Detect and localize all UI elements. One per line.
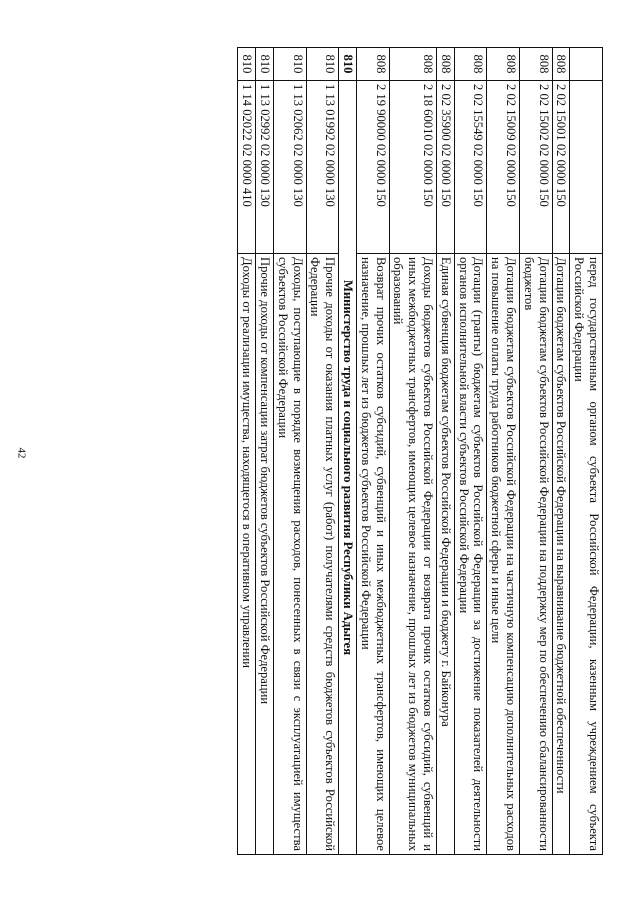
kbk-code-cell: 2 02 15009 02 0000 150 [487,81,520,254]
revenue-name-cell: Единая субвенция бюджетам субъектов Российской Федерации и бюджету г. Байконура [437,254,455,855]
revenue-codes-table [237,47,603,855]
revenue-name-cell: Дотации бюджетам субъектов Российской Федерации на частичную компенсацию дополнительных расходов на повышение оплаты труда работников бюджетной сферы и иные цели [487,254,520,855]
admin-code-cell: 810 [306,48,339,81]
admin-code-cell: 810 [256,48,274,81]
kbk-code-cell: 2 19 90000 02 0000 150 [357,81,390,254]
table-row [274,48,307,855]
revenue-name-cell: Дотации (гранты) бюджетам субъектов Российской Федерации за достижение показателей деятельности органов исполнительной власти субъектов Российской Федерации [454,254,487,855]
admin-code-cell: 808 [487,48,520,81]
kbk-code-cell: 2 02 35900 02 0000 150 [437,81,455,254]
admin-code-cell: 808 [552,48,570,81]
admin-code-cell: 808 [357,48,390,81]
table-row [454,48,487,855]
revenue-name-cell: Прочие доходы от оказания платных услуг (работ) получателями средств бюджетов субъектов Российской Федерации [306,254,339,855]
revenue-name-cell: перед государственным органом субъекта Российской Федерации, казенным учреждением субъекта Российской Федерации [570,254,603,855]
kbk-code-cell: 1 13 02992 02 0000 130 [256,81,274,254]
table-row [520,48,553,855]
table-row [389,48,436,855]
table-row [256,48,274,855]
kbk-code-cell: 2 02 15001 02 0000 150 [552,81,570,254]
admin-code-cell: 810 [238,48,256,81]
table-row [487,48,520,855]
revenue-name-cell: Доходы бюджетов субъектов Российской Федерации от возврата прочих остатков субсидий, субвенций и иных межбюджетных трансфертов, имеющих целевое назначение, прошлых лет из бюджетов муниципальных образований [389,254,436,855]
table-row [437,48,455,855]
rotated-page [45,47,603,855]
revenue-name-cell: Доходы от реализации имущества, находящегося в оперативном управлении [238,254,256,855]
admin-code-cell: 810 [274,48,307,81]
admin-code-cell [570,48,603,81]
table-row [238,48,256,855]
kbk-code-cell: 2 02 15549 02 0000 150 [454,81,487,254]
table-row [357,48,390,855]
kbk-code-cell: 1 13 02062 02 0000 130 [274,81,307,254]
section-row [339,48,357,855]
section-title-cell: Министерство труда и социального развития Республики Адыгея [339,81,357,855]
table-row [552,48,570,855]
revenue-name-cell: Возврат прочих остатков субсидий, субвенций и иных межбюджетных трансфертов, имеющих целевое назначение, прошлых лет из бюджетов субъектов Российской Федерации [357,254,390,855]
revenue-name-cell: Дотации бюджетам субъектов Российской Федерации на поддержку мер по обеспечению сбалансированности бюджетов [520,254,553,855]
kbk-code-cell: 2 02 15002 02 0000 150 [520,81,553,254]
table-row [306,48,339,855]
page-number: 42 [15,447,28,459]
admin-code-cell: 808 [389,48,436,81]
admin-code-cell: 808 [454,48,487,81]
revenue-name-cell: Дотации бюджетам субъектов Российской Федерации на выравнивание бюджетной обеспеченности [552,254,570,855]
table-row [570,48,603,855]
admin-code-cell: 810 [339,48,357,81]
kbk-code-cell [570,81,603,254]
admin-code-cell: 808 [437,48,455,81]
kbk-code-cell: 1 13 01992 02 0000 130 [306,81,339,254]
kbk-code-cell: 1 14 02022 02 0000 410 [238,81,256,254]
kbk-code-cell: 2 18 60010 02 0000 150 [389,81,436,254]
revenue-name-cell: Прочие доходы от компенсации затрат бюджетов субъектов Российской Федерации [256,254,274,855]
admin-code-cell: 808 [520,48,553,81]
revenue-name-cell: Доходы, поступающие в порядке возмещения расходов, понесенных в связи с эксплуатацией имущества субъектов Российской Федерации [274,254,307,855]
